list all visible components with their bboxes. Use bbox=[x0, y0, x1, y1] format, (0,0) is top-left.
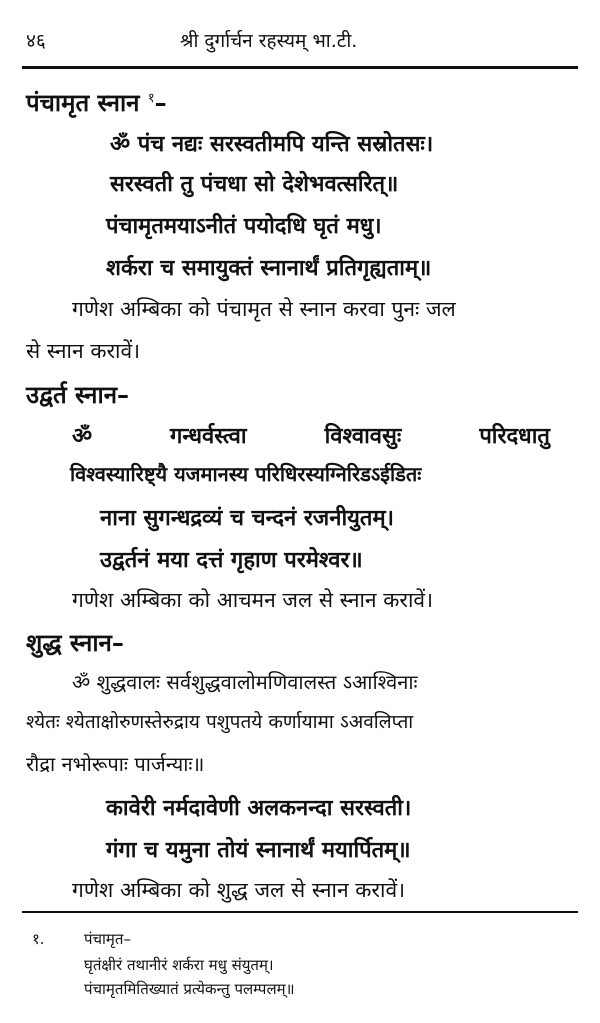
mantra-line: श्येतः श्येताक्षोरुणस्तेरुद्राय पशुपतये कर्णायामा ऽअवलिप्ता bbox=[26, 711, 414, 733]
verse-line: सरस्वती तु पंचधा सो देशेभवत्सरित्॥ bbox=[110, 172, 399, 197]
verse-line: विश्वस्यारिष्ट्यै यजमानस्य परिधिरस्यग्निरिडऽईडितः bbox=[70, 462, 422, 486]
page-number: ४६ bbox=[26, 30, 46, 52]
mantra-line: रौद्रा नभोरूपाः पार्जन्याः॥ bbox=[26, 752, 205, 776]
verse-line: कावेरी नर्मदावेणी अलकनन्दा सरस्वती। bbox=[106, 796, 412, 821]
verse-line: ॐ पंच नद्यः सरस्वतीमपि यन्ति सस्रोतसः। bbox=[110, 132, 434, 157]
verse-line: उद्वर्तनं मया दत्तं गृहाण परमेश्वर॥ bbox=[100, 548, 363, 573]
verse-line: पंचामृतमयाऽनीतं पयोदधि घृतं मधु। bbox=[106, 214, 382, 239]
section-heading-udvart: उद्वर्त स्नान– bbox=[26, 381, 130, 409]
header-rule bbox=[22, 66, 578, 69]
footnote-line: पंचामृतमितिख्यातं प्रत्येकन्तु पलम्पलम्॥ bbox=[84, 980, 295, 998]
section-heading-panchamrit: पंचामृत स्नान $^१$– bbox=[26, 89, 167, 117]
footnote-line: घृतंक्षीरं तथानीरं शर्करा मधु संयुतम्। bbox=[84, 956, 274, 974]
mantra-line: ॐ शुद्धवालः सर्वशुद्धवालोमणिवालस्त ऽआश्विनाः bbox=[72, 670, 418, 694]
footnote-number: १. bbox=[32, 930, 45, 948]
instruction-line: से स्नान करावें। bbox=[26, 339, 141, 363]
verse-line: गंगा च यमुना तोयं स्नानार्थं मयार्पितम्॥ bbox=[106, 838, 411, 863]
section-heading-shuddh: शुद्ध स्नान– bbox=[26, 629, 124, 657]
instruction-line: गणेश अम्बिका को पंचामृत से स्नान करवा पुनः जल bbox=[72, 297, 456, 321]
instruction-line: गणेश अम्बिका को शुद्ध जल से स्नान करावें। bbox=[72, 878, 406, 902]
running-title: श्री दुर्गार्चन रहस्यम् भा.टी. bbox=[180, 30, 358, 52]
verse-line: नाना सुगन्धद्रव्यं च चन्दनं रजनीयुतम्। bbox=[100, 506, 394, 531]
footnote-marker: १ bbox=[147, 91, 155, 106]
footnote-rule bbox=[22, 911, 578, 913]
instruction-line: गणेश अम्बिका को आचमन जल से स्नान करावें। bbox=[72, 588, 434, 612]
verse-line: शर्करा च समायुक्तं स्नानार्थं प्रतिगृह्यताम्॥ bbox=[106, 256, 432, 281]
verse-line: ॐ गन्धर्वस्त्वा विश्वावसुः परिदधातु bbox=[72, 424, 550, 449]
footnote-title: पंचामृत– bbox=[84, 930, 131, 948]
